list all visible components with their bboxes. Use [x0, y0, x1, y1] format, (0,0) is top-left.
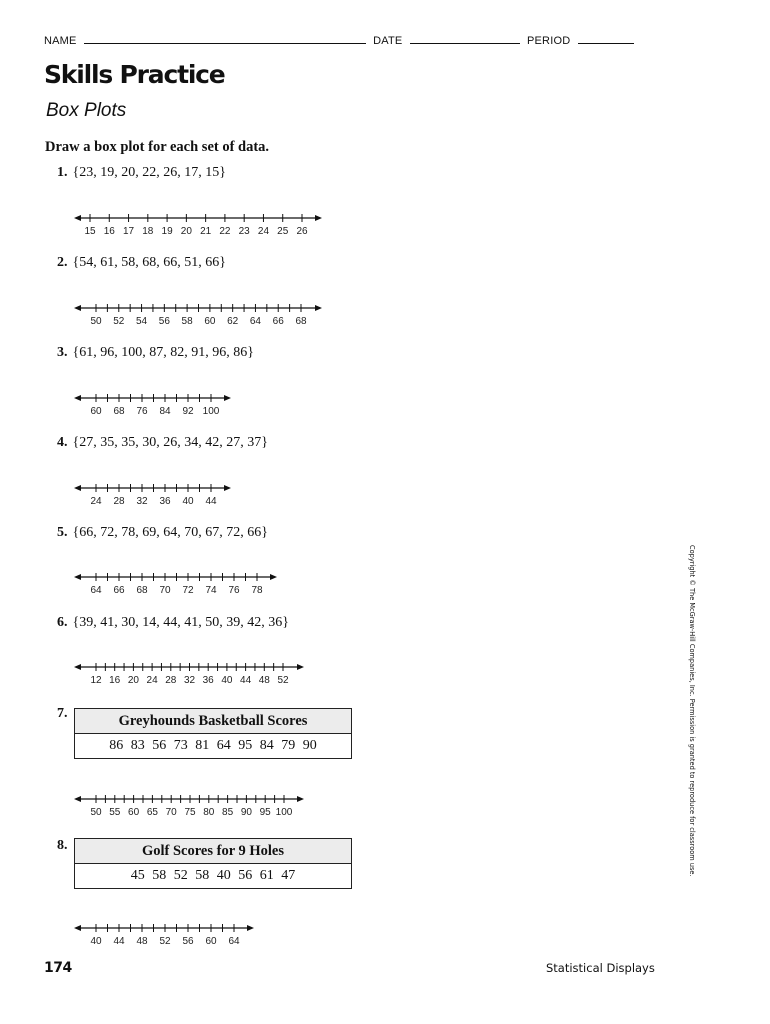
- tick-label: 66: [272, 316, 284, 327]
- directions: Draw a box plot for each set of data.: [45, 139, 270, 155]
- copyright-notice: Copyright © The McGraw-Hill Companies, Inc. Permission is granted to reproduce for classroom use.: [688, 545, 696, 877]
- number-line-8[interactable]: [0, 915, 770, 955]
- header: [44, 34, 638, 47]
- tick-label: 18: [142, 226, 154, 237]
- problem-6: 6. {39, 41, 30, 14, 44, 41, 50, 39, 42, 36}: [57, 615, 289, 630]
- number-line-3[interactable]: [0, 385, 770, 425]
- tick-label: 17: [122, 226, 135, 237]
- tick-label: 68: [113, 406, 125, 417]
- data-set: {61, 96, 100, 87, 82, 91, 96, 86}: [72, 345, 254, 360]
- data-set: {54, 61, 58, 68, 66, 51, 66}: [72, 255, 226, 270]
- number-line-7[interactable]: [0, 786, 770, 826]
- left-arrow-icon: [74, 485, 81, 491]
- tick-label: 54: [135, 316, 148, 327]
- period-field[interactable]: [578, 34, 634, 44]
- tick-label: 66: [113, 585, 125, 596]
- name-field[interactable]: [84, 34, 366, 44]
- tick-label: 48: [136, 936, 148, 947]
- tick-label: 76: [228, 585, 240, 596]
- tick-label: 24: [257, 226, 270, 237]
- problem-5: 5. {66, 72, 78, 69, 64, 70, 67, 72, 66}: [57, 525, 268, 540]
- table-values: 86 83 56 73 81 64 95 84 79 90: [109, 738, 317, 753]
- tick-label: 68: [136, 585, 148, 596]
- tick-label: 44: [113, 936, 125, 947]
- tick-label: 28: [165, 675, 177, 686]
- date-field[interactable]: [410, 34, 520, 44]
- tick-label: 100: [275, 807, 293, 818]
- tick-label: 70: [159, 585, 171, 596]
- footer-section-title: Statistical Displays: [546, 961, 655, 975]
- golf-scores-table: [74, 838, 352, 889]
- left-arrow-icon: [74, 664, 81, 670]
- tick-label: 80: [203, 807, 215, 818]
- tick-label: 20: [180, 226, 192, 237]
- tick-label: 48: [258, 675, 270, 686]
- date-label: DATE: [373, 35, 403, 47]
- tick-label: 19: [161, 226, 173, 237]
- problem-1: 1. {23, 19, 20, 22, 26, 17, 15}: [57, 165, 226, 180]
- tick-label: 32: [136, 496, 148, 507]
- right-arrow-icon: [247, 925, 254, 931]
- tick-label: 92: [182, 406, 194, 417]
- right-arrow-icon: [270, 574, 277, 580]
- tick-label: 75: [184, 807, 196, 818]
- tick-label: 26: [296, 226, 308, 237]
- problem-4: 4. {27, 35, 35, 30, 26, 34, 42, 27, 37}: [57, 435, 268, 450]
- period-label: PERIOD: [526, 35, 571, 47]
- tick-label: 50: [90, 316, 102, 327]
- tick-label: 52: [277, 675, 289, 686]
- table-title: Golf Scores for 9 Holes: [75, 839, 351, 864]
- left-arrow-icon: [74, 925, 81, 931]
- data-set: {23, 19, 20, 22, 26, 17, 15}: [72, 165, 226, 180]
- tick-label: 24: [90, 496, 102, 507]
- tick-label: 85: [222, 807, 234, 818]
- tick-label: 95: [259, 807, 271, 818]
- tick-label: 40: [90, 936, 102, 947]
- data-set: {39, 41, 30, 14, 44, 41, 50, 39, 42, 36}: [72, 615, 289, 630]
- tick-label: 16: [109, 675, 121, 686]
- table-values: 45 58 52 58 40 56 61 47: [130, 868, 296, 883]
- left-arrow-icon: [74, 305, 81, 311]
- problem-3: 3. {61, 96, 100, 87, 82, 91, 96, 86}: [57, 345, 254, 360]
- tick-label: 74: [205, 585, 217, 596]
- tick-label: 60: [205, 936, 217, 947]
- right-arrow-icon: [297, 796, 304, 802]
- tick-label: 24: [146, 675, 158, 686]
- page-title: Skills Practice: [44, 60, 225, 89]
- tick-label: 76: [136, 406, 148, 417]
- problem-7-number: 7.: [57, 706, 68, 721]
- tick-label: 56: [158, 316, 170, 327]
- left-arrow-icon: [74, 796, 81, 802]
- tick-label: 65: [146, 807, 158, 818]
- tick-label: 36: [159, 496, 171, 507]
- problem-8-number: 8.: [57, 838, 68, 853]
- data-set: {27, 35, 35, 30, 26, 34, 42, 27, 37}: [72, 435, 268, 450]
- tick-label: 62: [227, 316, 239, 327]
- number-line-4[interactable]: [0, 475, 770, 515]
- greyhounds-scores-table: [74, 708, 352, 759]
- tick-label: 28: [113, 496, 125, 507]
- right-arrow-icon: [297, 664, 304, 670]
- right-arrow-icon: [315, 215, 322, 221]
- tick-label: 72: [182, 585, 194, 596]
- tick-label: 12: [90, 675, 102, 686]
- tick-label: 23: [238, 226, 250, 237]
- tick-label: 21: [200, 226, 212, 237]
- tick-label: 58: [181, 316, 193, 327]
- data-set: {66, 72, 78, 69, 64, 70, 67, 72, 66}: [72, 525, 268, 540]
- tick-label: 44: [205, 496, 217, 507]
- tick-label: 44: [240, 675, 252, 686]
- tick-label: 50: [90, 807, 102, 818]
- tick-label: 56: [182, 936, 194, 947]
- number-line-2[interactable]: [0, 295, 770, 335]
- tick-label: 55: [109, 807, 121, 818]
- page-number: 174: [44, 960, 72, 976]
- tick-label: 68: [295, 316, 307, 327]
- left-arrow-icon: [74, 215, 81, 221]
- tick-label: 64: [90, 585, 102, 596]
- tick-label: 40: [182, 496, 194, 507]
- right-arrow-icon: [224, 395, 231, 401]
- tick-label: 60: [90, 406, 102, 417]
- tick-label: 22: [219, 226, 231, 237]
- tick-label: 100: [202, 406, 220, 417]
- right-arrow-icon: [315, 305, 322, 311]
- page-subtitle: Box Plots: [46, 100, 127, 121]
- tick-label: 36: [202, 675, 214, 686]
- number-line-6[interactable]: [0, 654, 770, 694]
- tick-label: 16: [103, 226, 115, 237]
- tick-label: 60: [128, 807, 140, 818]
- tick-label: 32: [183, 675, 196, 686]
- right-arrow-icon: [224, 485, 231, 491]
- tick-label: 78: [251, 585, 263, 596]
- left-arrow-icon: [74, 395, 81, 401]
- number-line-1[interactable]: [0, 205, 770, 245]
- tick-label: 52: [113, 316, 125, 327]
- tick-label: 64: [228, 936, 240, 947]
- tick-label: 64: [249, 316, 262, 327]
- tick-label: 90: [240, 807, 252, 818]
- tick-label: 25: [277, 226, 289, 237]
- table-title: Greyhounds Basketball Scores: [75, 709, 351, 734]
- tick-label: 52: [159, 936, 171, 947]
- left-arrow-icon: [74, 574, 81, 580]
- tick-label: 60: [204, 316, 216, 327]
- tick-label: 84: [159, 406, 171, 417]
- name-label: NAME: [44, 35, 77, 47]
- tick-label: 40: [221, 675, 233, 686]
- problem-2: 2. {54, 61, 58, 68, 66, 51, 66}: [57, 255, 226, 270]
- tick-label: 15: [84, 226, 96, 237]
- tick-label: 20: [127, 675, 139, 686]
- tick-label: 70: [165, 807, 177, 818]
- number-line-5[interactable]: [0, 564, 770, 604]
